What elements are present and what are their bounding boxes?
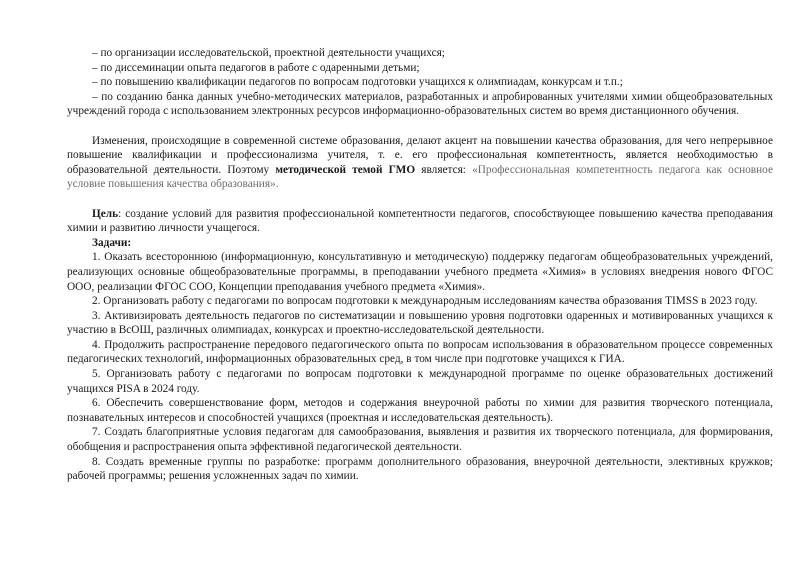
list-item-databank: – по созданию банка данных учебно-методических материалов, разработанных и апробированных учителями химии общеобразовательных учреждений города с использованием электронных ресурсов информационно-образовательных систем во время дистанционного обучения. xyxy=(67,90,773,118)
task-item-6: 6. Обеспечить совершенствование форм, методов и содержания внеурочной работы по химии для развития творческого потенциала, познавательных интересов и способностей учащихся (проектная и исследовательская деятельность). xyxy=(67,397,773,424)
theme-paragraph-text: Изменения, происходящие в современной системе образования, делают акцент на повышении качества образования, для чего непрерывное повышение квалификации и профессионализма учителя, т. е. его профессиональная компетентность, является необходимостью в образовательной деятельности. Поэтому xyxy=(67,134,773,176)
list-item-research: – по организации исследовательской, проектной деятельности учащихся; xyxy=(92,47,445,59)
goal-label: Цель xyxy=(92,207,119,220)
theme-paragraph xyxy=(67,134,773,192)
task-item-2: 2. Организовать работу с педагогами по вопросам подготовки к международным исследованиям качества образования TIMSS в 2023 году. xyxy=(92,295,758,308)
list-item-dissemination: – по диссеминации опыта педагогов в работе с одаренными детьми; xyxy=(92,61,420,74)
spacer xyxy=(67,192,773,207)
theme-connector: является: xyxy=(415,163,473,176)
task-item-1: 1. Оказать всестороннюю (информационную, консультативную и методическую) поддержку педагогам общеобразовательных учреждений, реализующих основные общеобразовательные программы, в преподавании учебного предмета «Химия» в условиях внедрения нового ФГОС ООО, реализации ФГОС СОО, Концепции преподавания учебного предмета «Химия». xyxy=(67,251,773,293)
goal-paragraph xyxy=(67,207,773,236)
task-item-5: 5. Организовать работу с педагогами по вопросам подготовки к международной программе по оценке образовательных достижений учащихся PISA в 2024 году. xyxy=(67,368,773,395)
list-item-qualification: – по повышению квалификации педагогов по вопросам подготовки учащихся к олимпиадам, конкурсам и т.п.; xyxy=(92,76,623,89)
task-item-4: 4. Продолжить распространение передового педагогического опыта по вопросам использования в образовательном процессе современных педагогических технологий, информационных образовательных сред, в том числе при подготовке учащихся к ГИА. xyxy=(67,338,773,366)
theme-quote: «Профессиональная компетентность педагога как основное условие повышения качества образования». xyxy=(67,163,773,191)
theme-label: методической темой ГМО xyxy=(275,163,416,176)
spacer xyxy=(67,119,773,134)
task-item-7: 7. Создать благоприятные условия педагогам для самообразования, выявления и развития их творческого потенциала, для формирования, обобщения и распространения опыта эффективной педагогической деятельности. xyxy=(67,426,773,454)
task-item-8: 8. Создать временные группы по разработке: программ дополнительного образования, внеурочной деятельности, элективных кружков; рабочей программы; решения усложненных задач по химии. xyxy=(67,455,773,483)
document-page xyxy=(67,46,773,484)
goal-text: : создание условий для развития профессиональной компетентности педагогов, способствующее повышению качества преподавания химии и развитию личности учащегося. xyxy=(67,207,773,235)
tasks-heading: Задачи: xyxy=(92,236,132,249)
task-item-3: 3. Активизировать деятельность педагогов по систематизации и повышению уровня подготовки одаренных и мотивированных учащихся к участию в ВсОШ, различных олимпиадах, конкурсах и проектно-исследовательской деятельности. xyxy=(67,309,773,337)
